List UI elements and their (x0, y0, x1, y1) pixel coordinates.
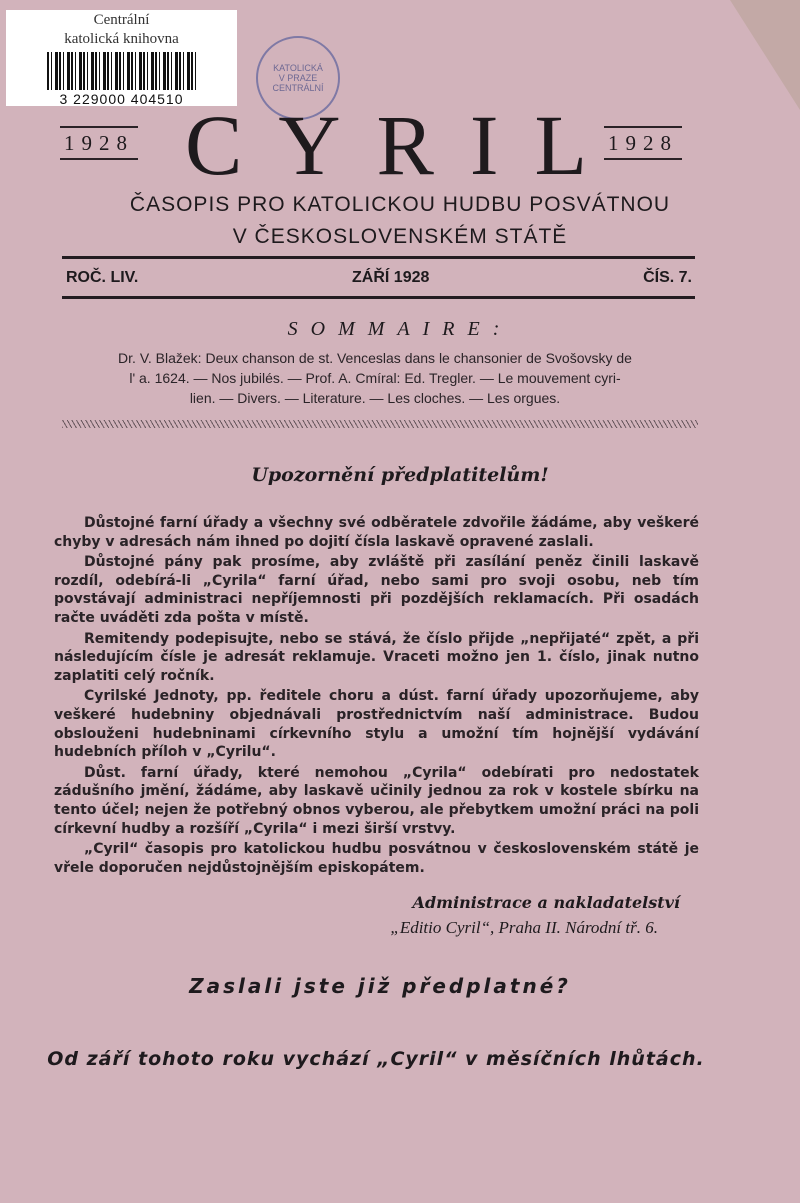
library-name-line1: Centrální (93, 12, 150, 28)
notice-title: Upozornění předplatitelům! (251, 464, 549, 486)
stamp-text-bottom: CENTRÁLNÍ (272, 83, 324, 93)
subtitle-line2: V ČESKOSLOVENSKÉM STÁTĚ (232, 225, 568, 248)
notice-paragraph: Remitendy podepisujte, nebo se stává, že číslo přijde „nepřijaté“ zpět, a při následujícím čísle je adresát reklamuje. Vraceti možno jen 1. číslo, jinak nutno zaplatiti celý ročník. (54, 630, 699, 684)
year-right: 1928 (604, 126, 682, 160)
year-left: 1928 (60, 126, 138, 160)
signature-publisher: Administrace a nakladatelství (412, 893, 680, 912)
stamp-text-top: KATOLICKÁ (273, 63, 323, 73)
callout-monthly: Od září tohoto roku vychází „Cyril“ v měsíčních lhůtách. (47, 1048, 705, 1070)
issue-volume: ROČ. LIV. (66, 269, 139, 286)
issue-number: ČÍS. 7. (643, 269, 692, 286)
stamp-text-mid: V PRAZE (278, 73, 318, 83)
wavy-divider (62, 420, 698, 428)
library-name-line2: katolická knihovna (64, 31, 179, 47)
notice-paragraph: Důstojné farní úřady a všechny své odběratele zdvořile žádáme, aby veškeré chyby v adresách nám ihned po dojití čísla laskavě opravené zaslali. (54, 515, 699, 550)
signature-address: „Editio Cyril“, Praha II. Národní tř. 6. (390, 918, 658, 937)
subtitle-line1: ČASOPIS PRO KATOLICKOU HUDBU POSVÁTNOU (129, 193, 671, 216)
sommaire-line1: Dr. V. Blažek: Deux chanson de st. Venceslas dans le chansonier de Svošovsky de (118, 350, 632, 366)
library-label (6, 10, 237, 106)
sommaire-heading: SOMMAIRE: (287, 318, 513, 340)
issue-date: ZÁŘÍ 1928 (352, 269, 430, 286)
issue-info-row (66, 269, 692, 287)
notice-body (54, 514, 699, 879)
notice-paragraph: „Cyril“ časopis pro katolickou hudbu posvátnou v československém státě je vřele doporučen nejdůstojnějším episkopátem. (54, 841, 699, 876)
notice-paragraph: Důst. farní úřady, které nemohou „Cyrila“ odebírati pro nedostatek zádušního jmění, žádáme, aby laskavě učinily jednou za rok v kostele sbírku na tento účel; nejen že potřebný obnos vyberou, ale přebytkem umožní práci na poli církevní hudby a rozšíří „Cyrila“ i mezi širší vrstvy. (54, 764, 699, 837)
sommaire-line2: l' a. 1624. — Nos jubilés. — Prof. A. Cmíral: Ed. Tregler. — Le mouvement cyri- (129, 370, 621, 386)
folded-corner (730, 0, 800, 110)
notice-paragraph: Důstojné pány pak prosíme, aby zvláště při zasílání peněz činili laskavě rozdíl, odebírá-li „Cyrila“ farní úřad, nebo sami pro svoji osobu, neb tím povstávají administraci nepříjemnosti při pozdějších reklamacích. Při osadách račte uváděti zda pošta v místě. (54, 554, 699, 626)
rule-bottom (62, 296, 695, 299)
barcode-number: 3 229000 404510 (59, 91, 184, 107)
sommaire-contents (50, 348, 700, 408)
masthead-title: CYRIL (185, 97, 623, 193)
barcode-icon (47, 52, 197, 90)
rule-top (62, 256, 695, 259)
notice-paragraph: Cyrilské Jednoty, pp. ředitele choru a dúst. farní úřady upozorňujeme, aby veškeré hudebniny objednávali prostřednictvím naší administrace. Budou obslouženi hudebninami církevního stylu a umožní tím hojnější vydávání hudebních příloh v „Cyrilu“. (54, 688, 699, 761)
sommaire-line3: lien. — Divers. — Literature. — Les cloches. — Les orgues. (189, 390, 561, 406)
callout-subscription: Zaslali jste již předplatné? (189, 974, 571, 998)
